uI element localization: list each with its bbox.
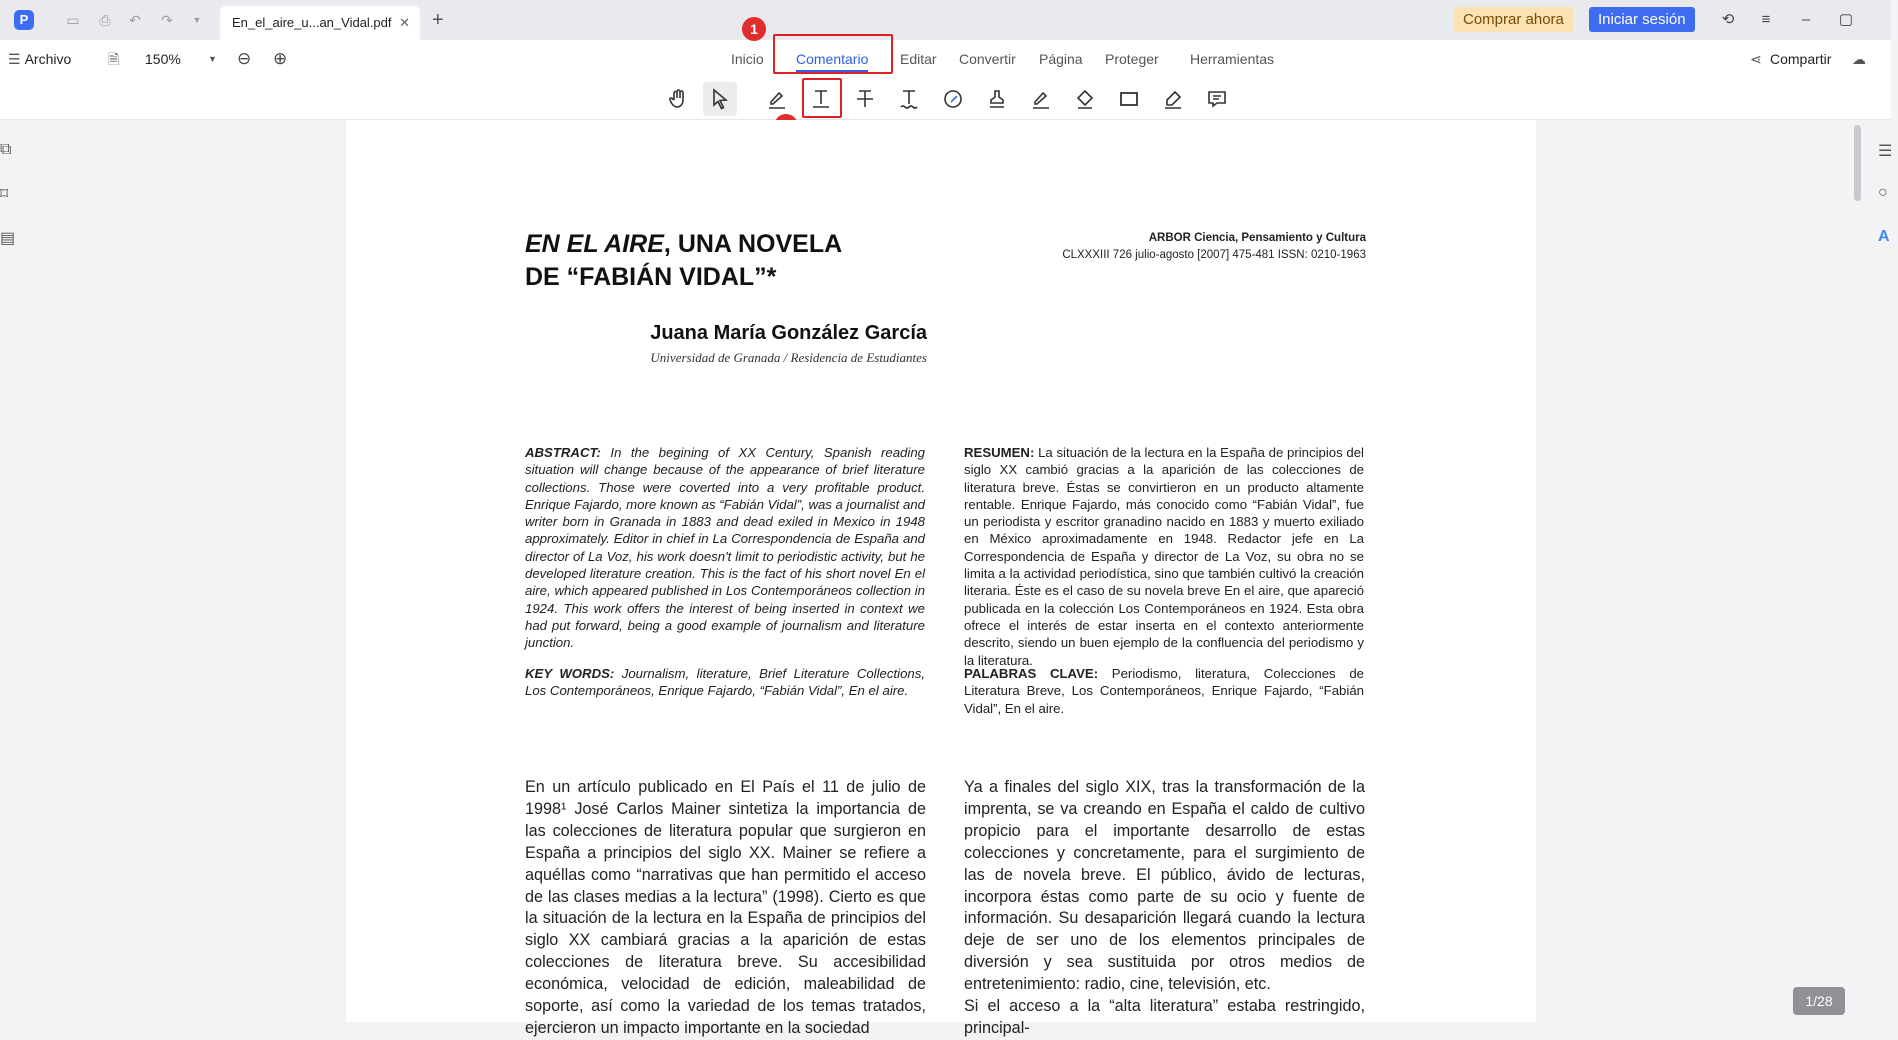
hamburger-icon: ☰: [8, 51, 21, 67]
redo-icon[interactable]: ↷: [161, 12, 173, 28]
abstract-block: [525, 444, 925, 652]
title-line2: DE “FABIÁN VIDAL”*: [525, 263, 777, 291]
maximize-icon[interactable]: ▢: [1838, 11, 1854, 28]
hand-icon: [666, 87, 690, 111]
page-fit-icon[interactable]: 🗎: [108, 51, 120, 67]
cloud-icon[interactable]: ☁: [1852, 51, 1866, 67]
document-tab[interactable]: [220, 6, 420, 40]
note-icon: [1205, 87, 1229, 111]
stamp-tool[interactable]: [980, 82, 1014, 116]
keywords-text: Journalism, literature, Brief Literature Collections, Los Contemporáneos, Enrique Fajardo, “Fabián Vidal”, En el aire.: [525, 666, 925, 699]
rectangle-tool[interactable]: [1112, 82, 1146, 116]
highlight-tool[interactable]: [760, 82, 794, 116]
title-italic: EN EL AIRE: [525, 230, 664, 258]
zoom-level[interactable]: 150%: [145, 51, 181, 67]
article-title: [525, 228, 842, 294]
ai-assistant-icon[interactable]: A: [1878, 228, 1890, 245]
note-tool[interactable]: [1200, 82, 1234, 116]
comentario-highlight-box: [773, 34, 893, 74]
abstract-text: In the begining of XX Century, Spanish reading situation will change because of the appearance of brief literature collections. Those were coverted into a very profitable product. Enrique Fajardo, more known as “Fabián Vidal”, was a journalist and writer born in Granada in 1883 and dead exiled in Mexico in 1948 approximately. Editor in chief in La Correspondencia de España and director of La Voz, his work doesn't limit to periodistic activity, but he developed literature creation. This is the fact of his short novel En el aire, which appeared published in Los Contemporáneos collection in 1924. This work offers the interest of being inserted in context we had put forward, being a good example of journalism and literature junction.: [525, 445, 925, 651]
step-badge-1: 1: [742, 17, 766, 41]
zoom-out-icon[interactable]: ⊖: [237, 49, 252, 68]
area-highlight-icon: [1029, 87, 1053, 111]
resumen-block: [964, 444, 1364, 669]
archivo-label: Archivo: [24, 51, 72, 67]
hand-tool[interactable]: [661, 82, 695, 116]
search-icon[interactable]: ○: [1878, 184, 1888, 201]
strikethrough-tool[interactable]: [848, 82, 882, 116]
highlighter-icon: [765, 87, 789, 111]
update-icon[interactable]: ⟲: [1721, 11, 1735, 28]
buy-now-button[interactable]: Comprar ahora: [1454, 7, 1573, 32]
signature-tool[interactable]: [1156, 82, 1190, 116]
tab-comentario[interactable]: Comentario: [796, 40, 868, 78]
palabras-block: [964, 665, 1364, 717]
login-button[interactable]: Iniciar sesión: [1589, 7, 1695, 32]
underline-highlight-box: [802, 78, 842, 118]
bookmark-icon[interactable]: ⌑: [0, 186, 9, 203]
share-button[interactable]: Compartir: [1770, 51, 1832, 67]
journal-line1: ARBOR Ciencia, Pensamiento y Cultura: [1148, 232, 1366, 244]
title-bar: [0, 0, 1891, 40]
tab-pagina[interactable]: Página: [1039, 51, 1083, 67]
stamp-icon: [985, 87, 1009, 111]
tab-herramientas[interactable]: Herramientas: [1190, 51, 1275, 67]
menu-bar: [0, 40, 1891, 78]
zoom-in-icon[interactable]: ⊕: [273, 49, 288, 68]
tab-inicio[interactable]: Inicio: [731, 51, 764, 67]
body-left-paragraph: En un artículo publicado en El País el 11 de julio de 1998¹ José Carlos Mainer sintetiza la importancia de las colecciones de literatura popular que surgieron en España a principios del siglo XX. Mainer se refiere a aquéllas como “narrativas que han permitido el acceso de las clases medias a la lectura” (1998). Cierto es que la situación de la lectura en la España de principios del siglo XX cambiará gracias a la aparición de estas colecciones de literatura breve. Su accesibilidad económica, velocidad de edición, maleabilidad de soporte, así como la variedad de los temas tratados, ejercieron un impacto importante en la sociedad: [525, 778, 926, 1037]
area-highlight-tool[interactable]: [1024, 82, 1058, 116]
zoom-dropdown-icon[interactable]: ▼: [208, 54, 217, 64]
author-affiliation: Universidad de Granada / Residencia de Estudiantes: [650, 350, 927, 365]
comments-panel-icon[interactable]: ▤: [0, 230, 16, 247]
menu-icon[interactable]: ≡: [1761, 11, 1771, 28]
properties-icon[interactable]: ☰: [1878, 143, 1893, 160]
comment-toolbar: [0, 78, 1891, 120]
squiggly-t-icon: [897, 87, 921, 111]
pdf-page: [346, 120, 1536, 1037]
tab-proteger[interactable]: Proteger: [1105, 51, 1159, 67]
pencil-circle-icon: [941, 87, 965, 111]
new-tab-button[interactable]: +: [432, 9, 444, 31]
eraser-tool[interactable]: [1068, 82, 1102, 116]
resumen-text: La situación de la lectura en la España de principios del siglo XX cambió gracias a la aparición de las colecciones de literatura breve. Éstas se convirtieron en un producto altamente rentable. Enrique Fajardo, más conocido como “Fabián Vidal”, fue un periodista y escritor granadino nacido en 1883 y muerto exiliado en México aproximadamente en 1948. Redactor jefe en La Correspondencia de España y director de La Voz, su obra no se limita a la actividad periodística, sino que también cultivó la creación literaria. Éste es el caso de su novela breve En el aire, que apareció publicada en la colección Los Contemporáneos en 1924. Esta obra ofrece el interés de estar inserta en el contexto anteriormente descrito, siendo un buen ejemplo de la confluencia del periodismo y la literatura.: [964, 445, 1364, 668]
eraser-icon: [1073, 87, 1097, 111]
keywords-label: KEY WORDS:: [525, 666, 615, 681]
vertical-scrollbar[interactable]: [1854, 125, 1861, 201]
title-rest: , UNA NOVELA: [663, 230, 843, 258]
keywords-block: [525, 665, 925, 700]
undo-icon[interactable]: ↶: [129, 12, 141, 28]
journal-line2: CLXXXIII 726 julio-agosto [2007] 475-481 ISSN: 0210-1963: [1062, 249, 1366, 261]
select-tool[interactable]: [703, 82, 737, 116]
strikethrough-t-icon: [853, 87, 877, 111]
new-file-icon[interactable]: ▭: [66, 12, 80, 28]
pen-icon: [1161, 87, 1185, 111]
body-right-paragraph-2: Si el acceso a la “alta literatura” estaba restringido, principal-: [964, 997, 1365, 1037]
archivo-menu[interactable]: [8, 40, 71, 78]
palabras-label: PALABRAS CLAVE:: [964, 666, 1099, 681]
abstract-label: ABSTRACT:: [525, 445, 601, 460]
share-icon[interactable]: ⋖: [1750, 51, 1762, 67]
document-tab-title: En_el_aire_u...an_Vidal.pdf: [232, 15, 392, 30]
tab-editar[interactable]: Editar: [900, 51, 937, 67]
cursor-arrow-icon: [708, 87, 732, 111]
page-indicator: 1/28: [1793, 987, 1845, 1015]
palabras-text: Periodismo, literatura, Colecciones de Literatura Breve, Los Contemporáneos, Enrique Fajardo, “Fabián Vidal”, En el aire.: [964, 666, 1364, 716]
quick-access-dropdown-icon[interactable]: ▼: [192, 15, 202, 25]
squiggly-tool[interactable]: [892, 82, 926, 116]
thumbnail-icon[interactable]: ⧉: [0, 141, 12, 158]
author-name: Juana María González García: [650, 322, 927, 344]
tab-convertir[interactable]: Convertir: [959, 51, 1016, 67]
app-logo-icon[interactable]: P: [14, 10, 34, 30]
minimize-icon[interactable]: –: [1801, 11, 1811, 28]
resumen-label: RESUMEN:: [964, 445, 1035, 460]
body-right-paragraph-1: Ya a finales del siglo XIX, tras la transformación de la imprenta, se va creando en España el caldo de cultivo propicio para el importante desarrollo de estas colecciones y concretamente, para el surgimiento de las de novela breve. El público, ávido de lecturas, incorpora éstas como parte de su ocio y fuente de información. Su desaparición llegará cuando la lectura deje de ser uno de los elementos principales de diversión y sea sustituida por otros medios de entretenimiento: radio, cine, televisión, etc.: [964, 778, 1365, 994]
print-icon[interactable]: ⎙: [99, 12, 111, 28]
journal-header: [1062, 230, 1366, 264]
close-tab-icon[interactable]: ✕: [399, 15, 410, 30]
pencil-tool[interactable]: [936, 82, 970, 116]
rectangle-icon: [1117, 87, 1141, 111]
